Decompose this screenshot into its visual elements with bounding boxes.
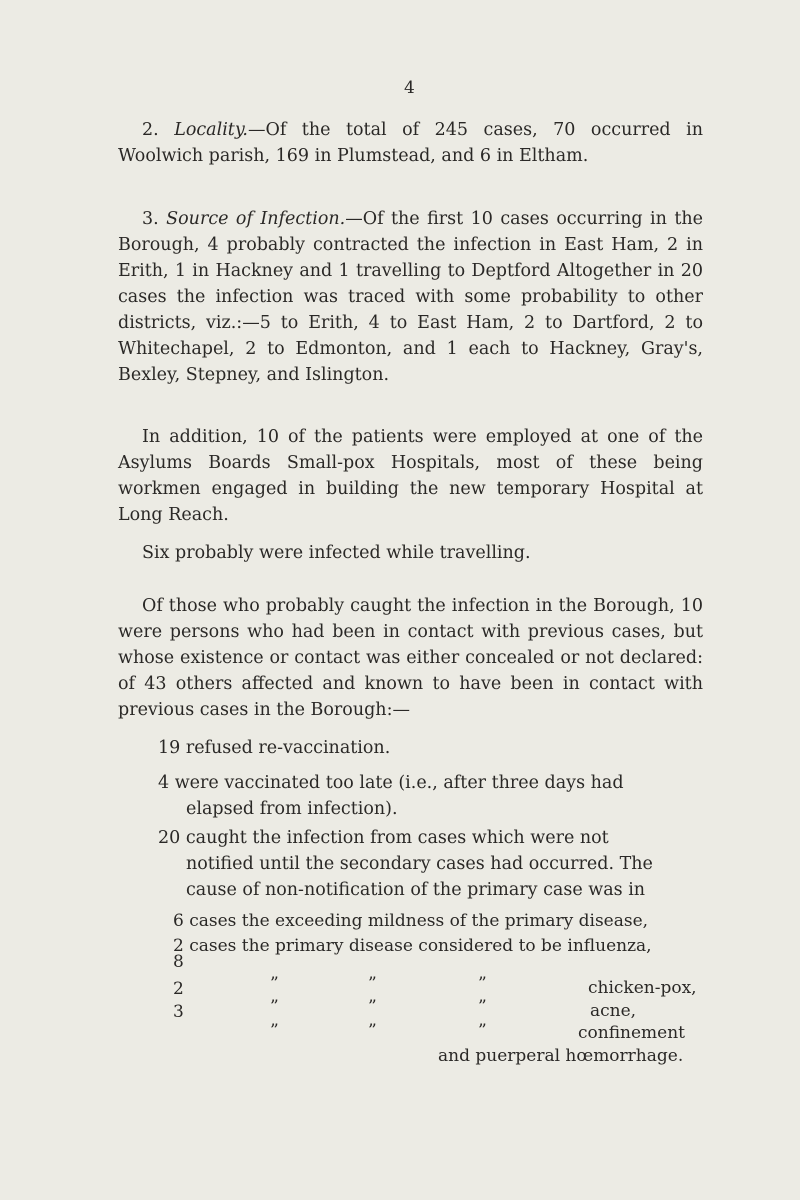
list-item-caught-line2: notified until the secondary cases had occurred. The [186, 854, 653, 874]
breakdown-count-3: 3 [173, 1002, 184, 1022]
list-item-caught-infection [158, 825, 703, 903]
locality-paragraph [118, 117, 703, 169]
ditto-mark: ” [270, 1021, 279, 1041]
source-heading: Source of Infection. [166, 209, 346, 229]
breakdown-label-acne: acne, [590, 1001, 637, 1021]
ditto-mark: ” [368, 997, 377, 1017]
breakdown-count-8: 8 [173, 952, 184, 972]
list-item-vaccinated-late-line2: elapsed from infection). [186, 799, 398, 819]
breakdown-line-influenza: 2 cases the primary disease considered to be influenza, [173, 936, 652, 956]
borough-paragraph: Of those who probably caught the infection in the Borough, 10 were persons who had been in contact with previous cases, but whose existence or contact was either concealed or not declared: of 43 others affected and known to have been in contact with previous cases in the Borough:— [118, 596, 703, 720]
breakdown-count-2: 2 [173, 979, 184, 999]
list-item-refused: 19 refused re-vaccination. [158, 738, 391, 758]
ditto-mark: ” [368, 1021, 377, 1041]
ditto-mark: ” [478, 974, 487, 994]
source-text: —Of the first 10 cases occurring in the Borough, 4 probably contracted the infection in East Ham, 2 in Erith, 1 in Hackney and 1 travelling to Deptford Altogether in 20 cases the infection was traced with some probability to other districts, viz.:—5 to Erith, 4 to East Ham, 2 to Dartford, 2 to Whitechapel, 2 to Edmonton, and 1 each to Hackney, Gray's, Bexley, Stepney, and Islington. [118, 209, 703, 385]
addition-paragraph: In addition, 10 of the patients were employed at one of the Asylums Boards Small-pox Hospitals, most of these being workmen engaged in building the new temporary Hospital at Long Reach. [118, 427, 703, 525]
page-number: 4 [404, 78, 415, 98]
locality-number: 2. [142, 120, 175, 140]
locality-heading: Locality. [174, 120, 248, 140]
breakdown-label-confinement: confinement [578, 1023, 686, 1043]
list-item-caught-line3: cause of non-notification of the primary case was in [186, 880, 646, 900]
breakdown-line-mildness: 6 cases the exceeding mildness of the primary disease, [173, 911, 649, 931]
ditto-mark: ” [478, 997, 487, 1017]
breakdown-label-chicken-pox: chicken-pox, [588, 978, 697, 998]
ditto-mark: ” [270, 974, 279, 994]
list-item-caught-line1: 20 caught the infection from cases which were not [158, 828, 609, 848]
ditto-mark: ” [478, 1021, 487, 1041]
ditto-mark: ” [368, 974, 377, 994]
travelling-paragraph: Six probably were infected while travelling. [142, 543, 531, 563]
source-paragraph [118, 206, 703, 388]
locality-text: —Of the total of 245 cases, 70 occurred in Woolwich parish, 169 in Plumstead, and 6 in Eltham. [118, 120, 704, 166]
breakdown-line-haemorrhage: and puerperal hœmorrhage. [438, 1046, 684, 1066]
list-item-vaccinated-late [158, 770, 703, 822]
list-item-vaccinated-late-line1: 4 were vaccinated too late (i.e., after three days had [158, 773, 624, 793]
source-number: 3. [142, 209, 167, 229]
ditto-mark: ” [270, 997, 279, 1017]
